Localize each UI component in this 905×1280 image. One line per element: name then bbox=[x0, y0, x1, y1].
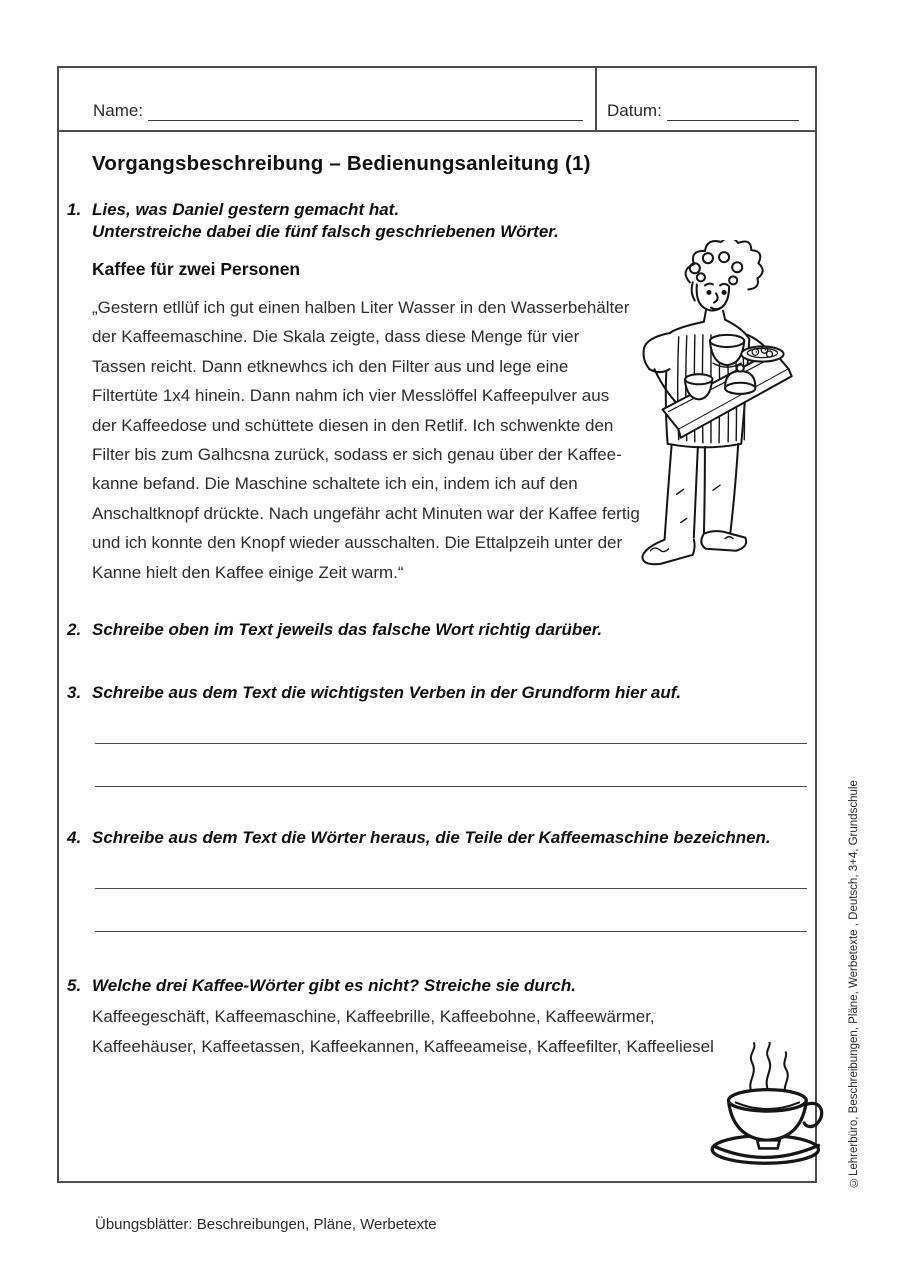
header-row bbox=[59, 68, 815, 132]
story-line: Filter bis zum Galhcsna zurück, sodass er sich genau über der Kaffee- bbox=[92, 445, 622, 465]
name-field-cell bbox=[59, 68, 597, 130]
task-1-line-1: Lies, was Daniel gestern gemacht hat. bbox=[92, 200, 400, 219]
task-1 bbox=[67, 199, 559, 243]
word-list-line-1: Kaffeegeschäft, Kaffeemaschine, Kaffeebrille, Kaffeebohne, Kaffeewärmer, bbox=[92, 1007, 655, 1026]
task-4-text: Schreibe aus dem Text die Wörter heraus, die Teile der Kaffeemaschine bezeichnen. bbox=[92, 828, 771, 847]
task-5-text: Welche drei Kaffee-Wörter gibt es nicht? Streiche sie durch. bbox=[92, 976, 576, 995]
task-3-number: 3. bbox=[67, 683, 82, 702]
date-field-cell bbox=[597, 68, 815, 130]
story-line: kanne befand. Die Maschine schaltete ich ein, indem ich auf den bbox=[92, 474, 578, 494]
coffee-cup-svg bbox=[704, 1042, 842, 1170]
page-title: Vorgangsbeschreibung – Bedienungsanleitung (1) bbox=[92, 152, 591, 175]
name-write-line bbox=[148, 117, 583, 121]
task-2 bbox=[67, 619, 602, 641]
worksheet-frame bbox=[57, 66, 817, 1183]
story-line: der Kaffeedose und schüttete diesen in den Retlif. Ich schwenkte den bbox=[92, 415, 614, 435]
copyright-vertical-text: ©Lehrerbüro, Beschreibungen, Pläne, Werbetexte , Deutsch, 3+4, Grundschule bbox=[848, 780, 860, 1188]
story-line: Anschaltknopf drückte. Nach ungefähr acht Minuten war der Kaffee fertig bbox=[92, 503, 640, 523]
task-1-line-2: Unterstreiche dabei die fünf falsch geschriebenen Wörter. bbox=[92, 222, 559, 241]
task-3-text: Schreibe aus dem Text die wichtigsten Verben in der Grundform hier auf. bbox=[92, 683, 682, 702]
task-1-number: 1. bbox=[67, 200, 82, 219]
story-title: Kaffee für zwei Personen bbox=[92, 259, 301, 279]
answer-line bbox=[95, 888, 807, 889]
word-list bbox=[92, 1002, 714, 1062]
steaming-coffee-cup-illustration bbox=[704, 1042, 842, 1170]
answer-line bbox=[95, 931, 807, 932]
word-list-line-2: Kaffeehäuser, Kaffeetassen, Kaffeekannen, Kaffeeameise, Kaffeefilter, Kaffeeliesel bbox=[92, 1037, 714, 1056]
story-line: Kanne hielt den Kaffee einige Zeit warm.“ bbox=[92, 562, 404, 582]
date-label: Datum: bbox=[607, 101, 662, 120]
date-write-line bbox=[667, 117, 799, 121]
story-line: und ich konnte den Knopf wieder ausschalten. Die Ettalpzeih unter der bbox=[92, 533, 623, 553]
task-2-text: Schreibe oben im Text jeweils das falsche Wort richtig darüber. bbox=[92, 620, 603, 639]
boy-illustration-svg bbox=[634, 240, 796, 578]
story-line: Filtertüte 1x4 hinein. Dann nahm ich vier Messlöffel Kaffeepulver aus bbox=[92, 386, 610, 406]
task-4-number: 4. bbox=[67, 828, 82, 847]
task-5 bbox=[67, 975, 576, 997]
footer-text: Übungsblätter: Beschreibungen, Pläne, Werbetexte bbox=[95, 1216, 437, 1233]
story-line: der Kaffeemaschine. Die Skala zeigte, dass diese Menge für vier bbox=[92, 327, 580, 347]
boy-with-tray-illustration bbox=[634, 240, 796, 578]
task-2-number: 2. bbox=[67, 620, 82, 639]
task-3 bbox=[67, 682, 681, 704]
task-4 bbox=[67, 827, 771, 849]
task-5-number: 5. bbox=[67, 976, 82, 995]
story-line: Tassen reicht. Dann etknewhcs ich den Filter aus und lege eine bbox=[92, 356, 569, 376]
answer-line bbox=[95, 786, 807, 787]
answer-line bbox=[95, 743, 807, 744]
story-text bbox=[92, 293, 660, 587]
name-label: Name: bbox=[93, 101, 144, 120]
story-line: „Gestern etllüf ich gut einen halben Liter Wasser in den Wasserbehälter bbox=[92, 298, 630, 317]
task-1-text bbox=[92, 199, 559, 243]
